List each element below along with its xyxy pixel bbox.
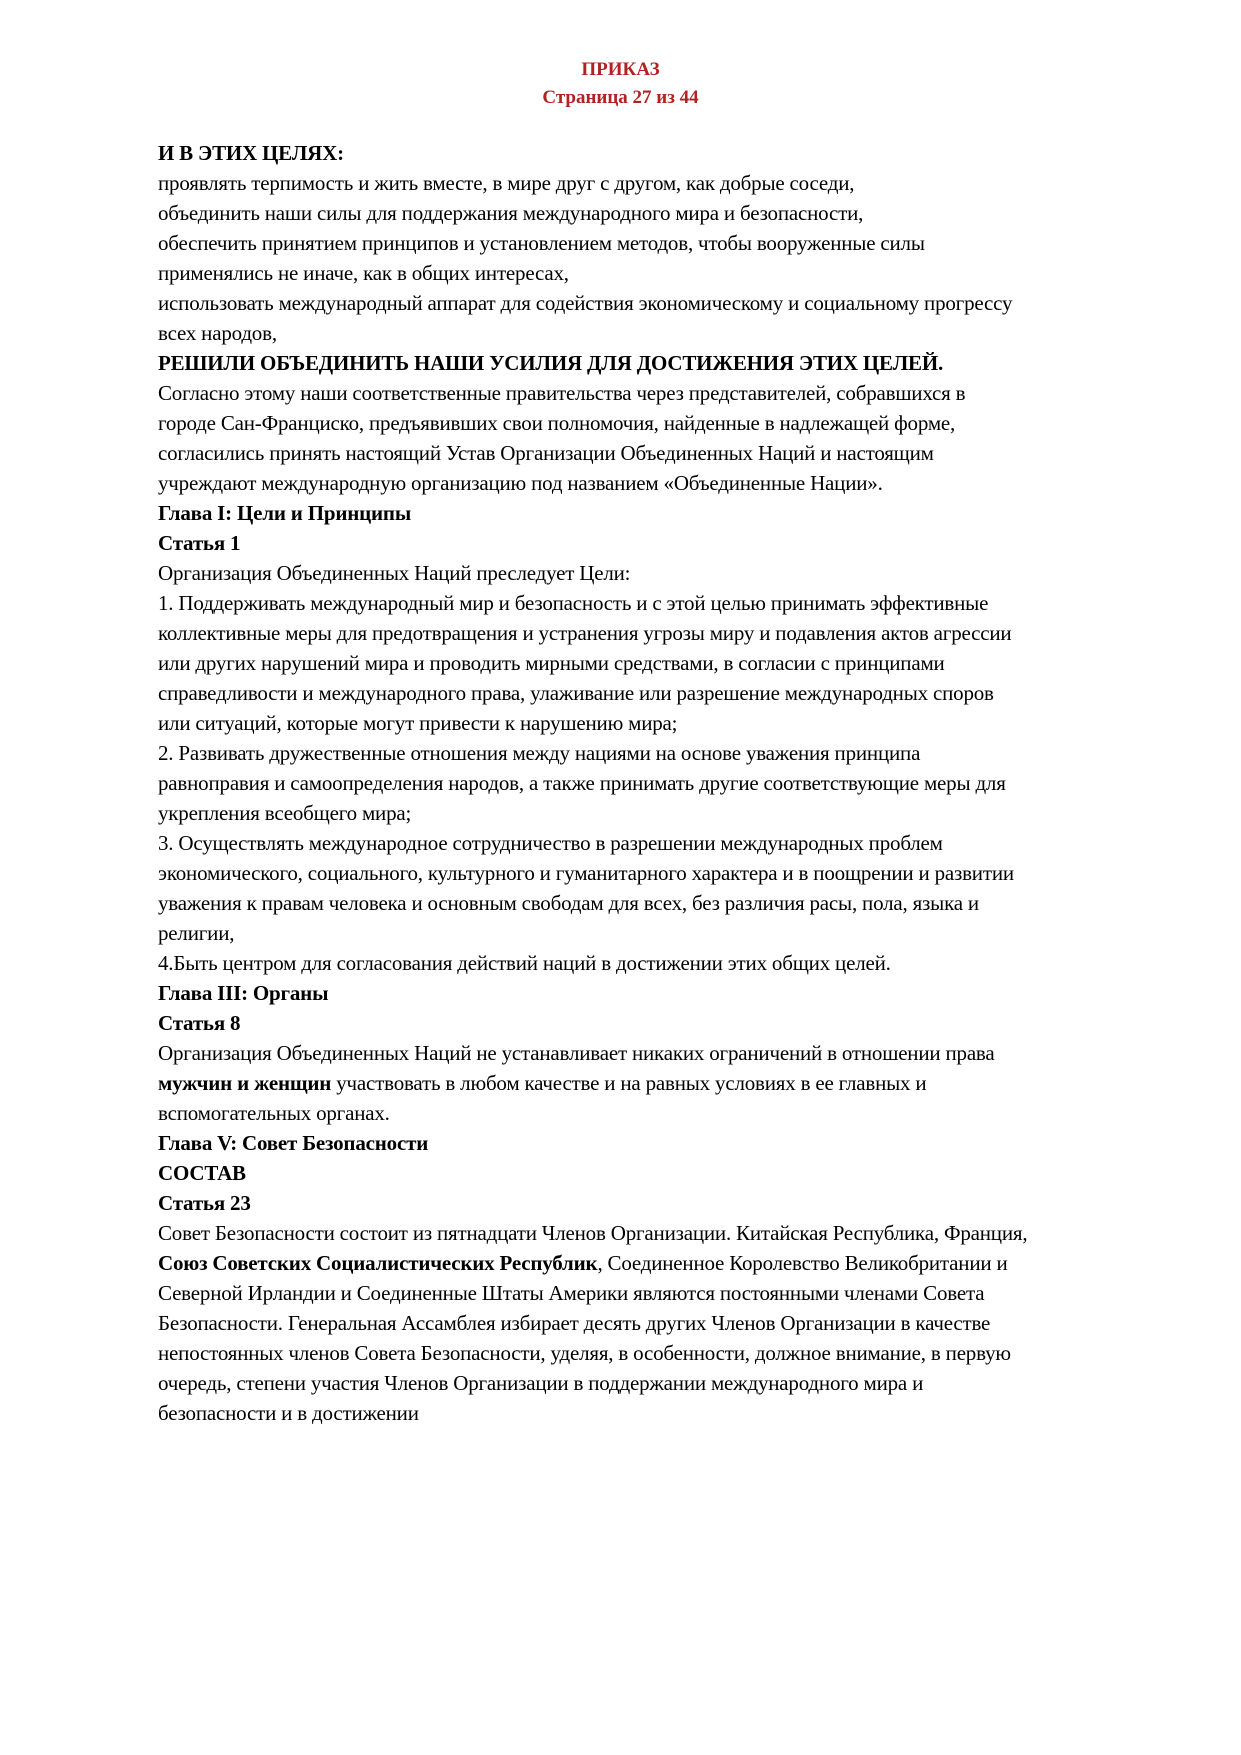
paragraph-article-8 bbox=[158, 1038, 1028, 1128]
document-header bbox=[0, 0, 1241, 112]
heading-chapter-1: Глава I: Цели и Принципы bbox=[158, 501, 412, 525]
heading-chapter-5: Глава V: Совет Безопасности bbox=[158, 1131, 429, 1155]
article-8-run-2: участвовать в любом качестве и на равных условиях в ее главных и вспомогательных органах. bbox=[158, 1071, 927, 1125]
article-8-run-1: Организация Объединенных Наций не устанавливает никаких ограничений в отношении права bbox=[158, 1041, 995, 1065]
heading-preamble-goals: И В ЭТИХ ЦЕЛЯХ: bbox=[158, 141, 344, 165]
article-23-run-bold: Союз Советских Социалистических Республик bbox=[158, 1251, 598, 1275]
heading-composition: СОСТАВ bbox=[158, 1161, 246, 1185]
heading-chapter-3: Глава III: Органы bbox=[158, 981, 329, 1005]
document-body bbox=[158, 138, 1028, 1428]
paragraph-purpose-3: 3. Осуществлять международное сотрудничество в разрешении международных проблем экономического, социального, культурного и гуманитарного характера и в поощрении и развитии уважения к правам человека и основным свободам для всех, без различия расы, пола, языка и религии, bbox=[158, 831, 1014, 945]
heading-article-23: Статья 23 bbox=[158, 1191, 251, 1215]
paragraph-purposes-intro: Организация Объединенных Наций преследует Цели: bbox=[158, 561, 631, 585]
paragraph-purpose-1: 1. Поддерживать международный мир и безопасность и с этой целью принимать эффективные коллективные меры для предотвращения и устранения угрозы миру и подавления актов агрессии или других нарушений мира и проводить мирными средствами, в согласии с принципами справедливости и международного права, улаживание или разрешение международных споров или ситуаций, которые могут привести к нарушению мира; bbox=[158, 591, 1012, 735]
paragraph-accordingly: Согласно этому наши соответственные правительства через представителей, собравшихся в городе Сан-Франциско, предъявивших свои полномочия, найденные в надлежащей форме, согласились принять настоящий Устав Организации Объединенных Наций и настоящим учреждают международную организацию под названием «Объединенные Нации». bbox=[158, 381, 966, 495]
page-number: Страница 27 из 44 bbox=[542, 87, 699, 108]
paragraph-preamble-principles: обеспечить принятием принципов и установлением методов, чтобы вооруженные силы применялись не иначе, как в общих интересах, bbox=[158, 231, 925, 285]
paragraph-article-23 bbox=[158, 1218, 1028, 1428]
document-title: ПРИКАЗ bbox=[581, 59, 660, 80]
paragraph-preamble-machinery: использовать международный аппарат для содействия экономическому и социальному прогрессу всех народов, bbox=[158, 291, 1013, 345]
paragraph-purpose-4: 4.Быть центром для согласования действий наций в достижении этих общих целей. bbox=[158, 951, 891, 975]
heading-article-1: Статья 1 bbox=[158, 531, 241, 555]
heading-resolved: РЕШИЛИ ОБЪЕДИНИТЬ НАШИ УСИЛИЯ ДЛЯ ДОСТИЖЕНИЯ ЭТИХ ЦЕЛЕЙ. bbox=[158, 351, 944, 375]
paragraph-preamble-tolerance: проявлять терпимость и жить вместе, в мире друг с другом, как добрые соседи, bbox=[158, 171, 855, 195]
article-23-run-2: , Соединенное Королевство Великобритании и Северной Ирландии и Соединенные Штаты Америки являются постоянными членами Совета Безопасности. Генеральная Ассамблея избирает десять других Членов Организации в качестве непостоянных членов Совета Безопасности, уделяя, в особенности, должное внимание, в первую очередь, степени участия Членов Организации в поддержании международного мира и безопасности и в достижении bbox=[158, 1251, 1011, 1425]
paragraph-purpose-2: 2. Развивать дружественные отношения между нациями на основе уважения принципа равноправия и самоопределения народов, а также принимать другие соответствующие меры для укрепления всеобщего мира; bbox=[158, 741, 1006, 825]
heading-article-8: Статья 8 bbox=[158, 1011, 241, 1035]
article-8-run-bold: мужчин и женщин bbox=[158, 1071, 332, 1095]
article-23-run-1: Совет Безопасности состоит из пятнадцати Членов Организации. Китайская Республика, Франция, bbox=[158, 1221, 1028, 1245]
paragraph-preamble-unite-strength: объединить наши силы для поддержания международного мира и безопасности, bbox=[158, 201, 864, 225]
